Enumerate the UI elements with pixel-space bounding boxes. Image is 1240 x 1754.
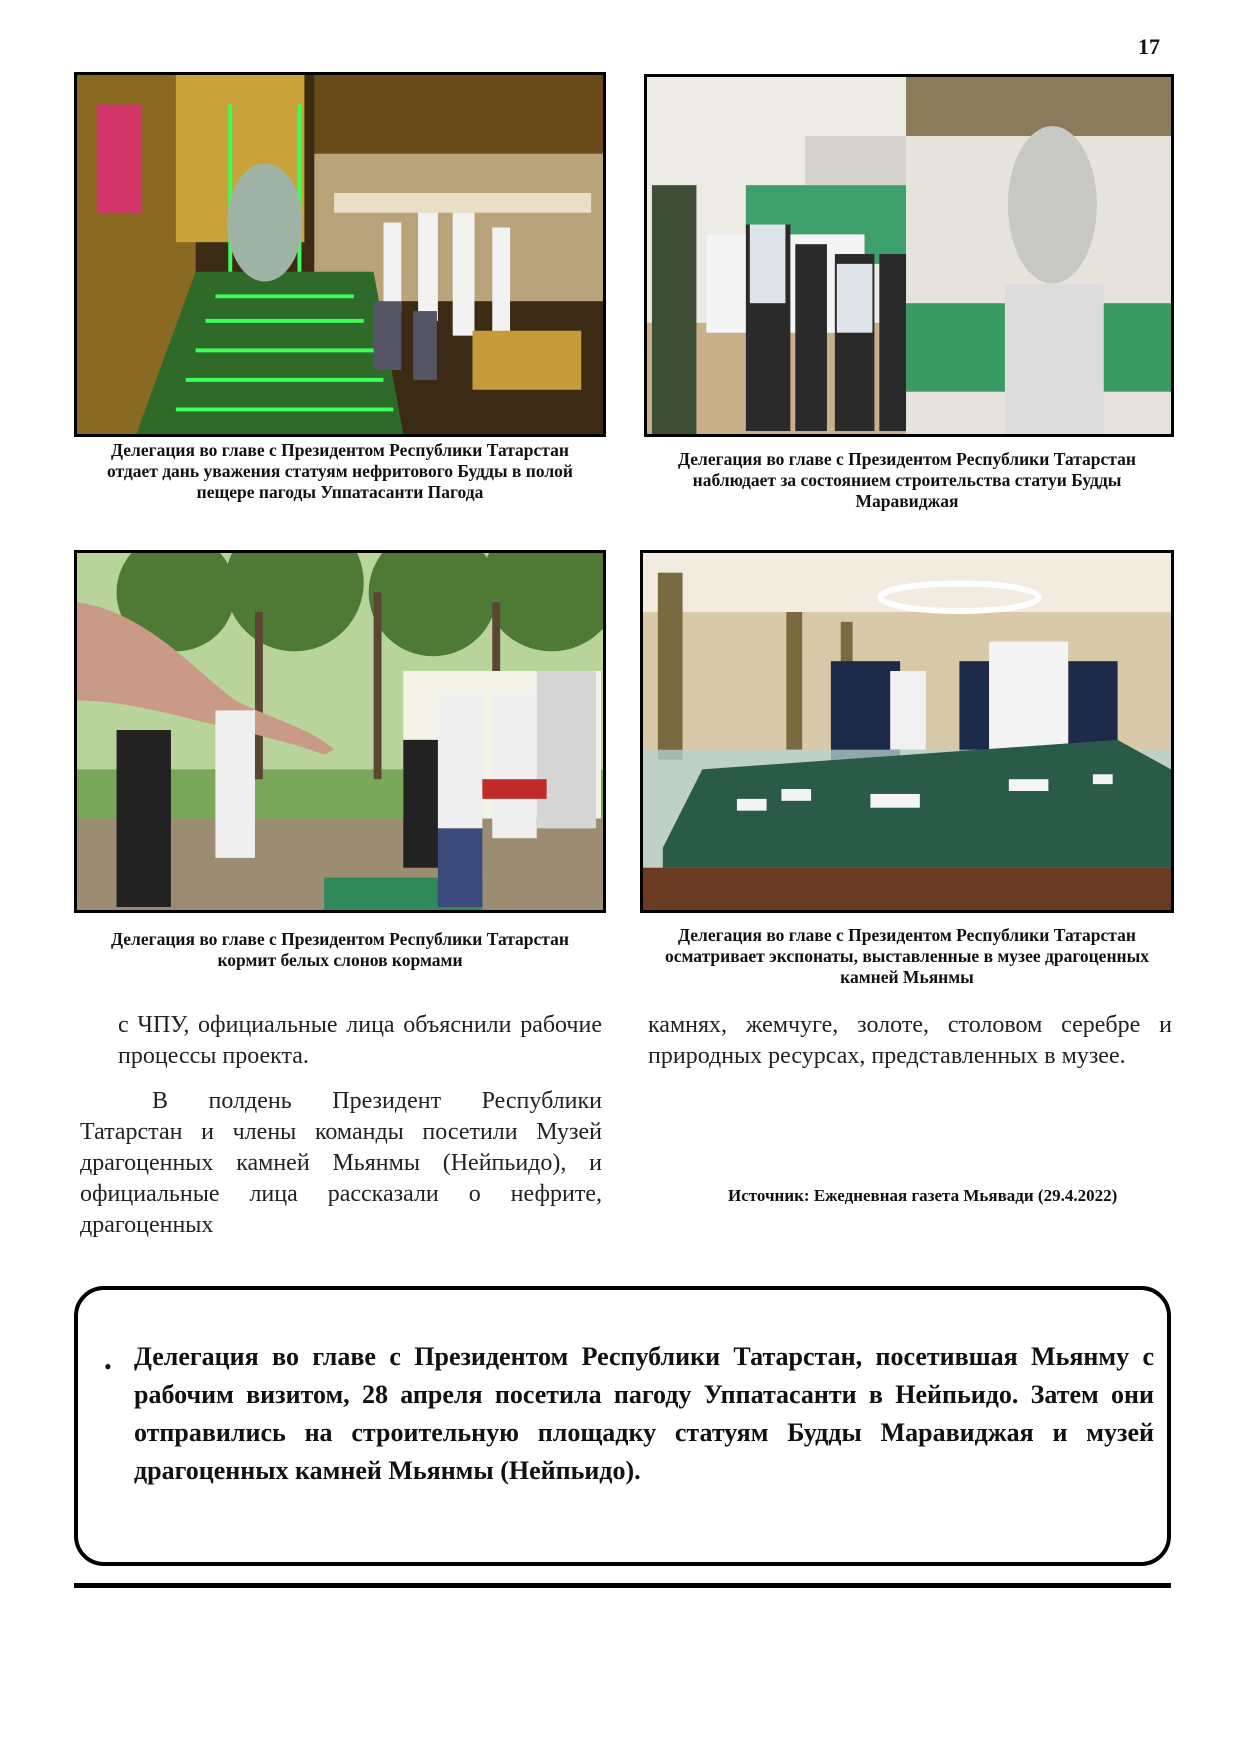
source-note: Источник: Ежедневная газета Мьявади (29.4.2022) — [728, 1186, 1118, 1205]
article-paragraph: с ЧПУ, официальные лица объяснили рабочие процессы проекта. — [118, 1012, 602, 1069]
elephant-feeding-photo — [74, 550, 606, 913]
photo-caption-2: Делегация во главе с Президентом Республики Татарстан наблюдает за состоянием строительства статуи Будды Маравиджая — [678, 449, 1136, 511]
bottom-divider — [74, 1583, 1171, 1588]
article-paragraph: камнях, жемчуге, золоте, столовом серебре и природных ресурсах, представленных в музее. — [648, 1012, 1172, 1069]
photo-caption-4: Делегация во главе с Президентом Республики Татарстан осматривает экспонаты, выставленные в музее драгоценных камней Мьянмы — [664, 925, 1150, 987]
summary-box — [74, 1286, 1171, 1566]
article-paragraph: В полдень Президент Республики Татарстан и члены команды посетили Музей драгоценных камней Мьянмы (Нейпьидо), и официальные лица рассказали о нефрите, драгоценных — [80, 1088, 602, 1238]
gem-museum-photo — [640, 550, 1174, 913]
construction-site-photo — [644, 74, 1174, 437]
summary-text: Делегация во главе с Президентом Республики Татарстан, посетившая Мьянму с рабочим визитом, 28 апреля посетила пагоду Уппатасанти в Нейпьидо. Затем они отправились на строительную площадку статуям Будды Маравиджая и музей драгоценных камней Мьянмы (Нейпьидо). — [134, 1342, 1154, 1485]
article-column-left — [80, 1010, 602, 1241]
pagoda-shrine-photo — [74, 72, 606, 437]
page-number: 17 — [1138, 34, 1160, 59]
article-column-right — [648, 1010, 1172, 1072]
photo-caption-3: Делегация во главе с Президентом Республики Татарстан кормит белых слонов кормами — [111, 929, 569, 970]
photo-caption-1: Делегация во главе с Президентом Республики Татарстан отдает дань уважения статуям нефритового Будды в полой пещере пагоды Уппатасанти Пагода — [106, 440, 574, 502]
bullet-icon: • — [104, 1354, 112, 1379]
